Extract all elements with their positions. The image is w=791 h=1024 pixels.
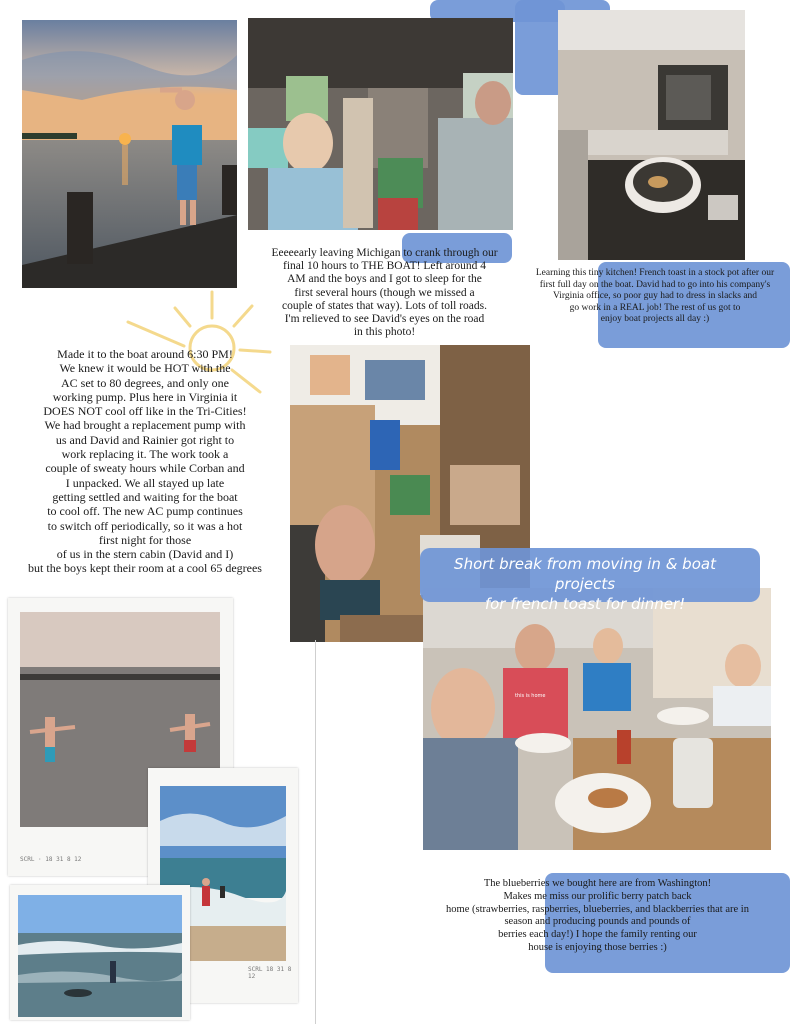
- family-dinner-photo: [423, 588, 771, 850]
- banner-title: [425, 554, 745, 614]
- caption-kitchen: Learning this tiny kitchen! French toast in a stock pot after our first full day on the boat. David had to go into his company's Virginia office, so poor guy had to dress in slacks and go work in a REAL job! The rest of us got to enjoy boat projects all day :): [535, 268, 775, 324]
- photo-stamp-left: SCRL · 18 31 8 12: [20, 856, 82, 863]
- surf-swimmer-photo: [18, 895, 182, 1017]
- shirt-print: this is home: [515, 693, 546, 699]
- caption-car-trip: Eeeeearly leaving Michigan to crank through our final 10 hours to THE BOAT! Left around 4 AM and the boys and I got to sleep for the first several hours (though we missed a couple of states that way). Lots of toll roads. I'm relieved to see David's eyes on the road in this photo!: [271, 247, 498, 339]
- sunset-pier-photo: [22, 20, 237, 288]
- boat-kitchen-photo: [558, 10, 745, 260]
- beach-polaroid-bottom: [10, 885, 190, 1020]
- car-trip-photo: [248, 18, 513, 230]
- photo-stamp-right: SCRL 18 31 8 12: [248, 966, 292, 980]
- page-divider: [315, 640, 316, 1024]
- caption-berries: The blueberries we bought here are from Washington! Makes me miss our prolific berry patch back home (strawberries, raspberries, blueberries, and blackberries that are in season and producing pounds and pounds of berries each day!) I hope the family renting our house is enjoying those berries :): [446, 878, 749, 953]
- caption-arrival: Made it to the boat around 6:30 PM! We knew it would be HOT with the AC set to 80 degrees, and only one working pump. Plus here in Virginia it DOES NOT cool off like in the Tri-Cities! We had brought a replacement pump with us and David and Rainier got right to work replacing it. The work took a couple of sweaty hours while Corban and I unpacked. We all stayed up late getting settled and waiting for the boat to cool off. The new AC pump continues to switch off periodically, so it was a hot first night for those of us in the stern cabin (David and I) but the boys kept their room at a cool 65 degrees: [28, 347, 262, 576]
- banner-line-1: Short break from moving in & boat projects: [454, 555, 716, 593]
- banner-line-2: for french toast for dinner!: [484, 595, 686, 613]
